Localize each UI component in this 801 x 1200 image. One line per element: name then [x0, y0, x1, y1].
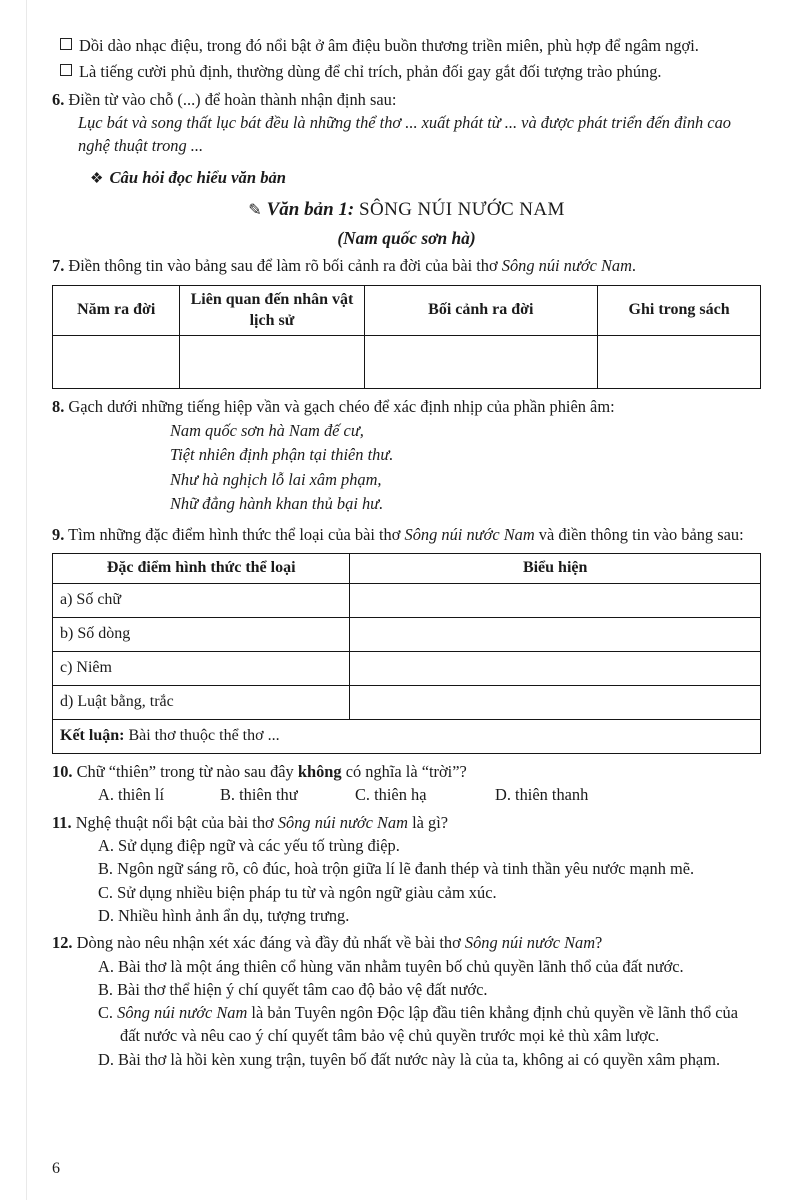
question-8 [52, 395, 761, 418]
document-name: SÔNG NÚI NƯỚC NAM [359, 198, 565, 220]
option-c[interactable]: C. thiên hạ [355, 785, 427, 805]
question-9-number: 9. [52, 525, 65, 545]
page-number: 6 [52, 1160, 60, 1177]
checkbox-option-2 [52, 60, 761, 83]
table-boi-canh-ra-doi [52, 285, 761, 390]
question-11-option-a[interactable]: A. Sử dụng điệp ngữ và các yếu tố trùng điệp. [98, 836, 400, 856]
table-header-cell: Đặc điểm hình thức thể loại [53, 554, 350, 584]
checkbox-icon[interactable] [60, 38, 72, 50]
page-margin-rule [26, 0, 27, 1200]
table-cell-answer[interactable] [598, 336, 761, 389]
section-heading-label: Câu hỏi đọc hiểu văn bản [109, 168, 287, 188]
question-6-text: Điền từ vào chỗ (...) để hoàn thành nhận định sau: [68, 89, 397, 109]
table-header-row [53, 285, 761, 336]
question-7-text-end: . [631, 256, 637, 276]
table-header-cell: Năm ra đời [53, 285, 180, 336]
verse-line: Tiệt nhiên định phận tại thiên thư. [170, 445, 394, 465]
table-header-cell: Ghi trong sách [598, 285, 761, 336]
question-11-title-ref: Sông núi nước Nam [277, 812, 408, 832]
table-header-cell: Bối cảnh ra đời [364, 285, 598, 336]
question-11-text: Nghệ thuật nổi bật của bài thơ [75, 812, 278, 832]
question-7-number: 7. [52, 256, 65, 276]
question-12-option-c[interactable] [52, 1001, 761, 1048]
table-row [53, 686, 761, 720]
page-content [52, 34, 761, 1071]
question-6 [52, 88, 761, 111]
question-9-text-end: và điền thông tin vào bảng sau: [534, 525, 744, 545]
question-7 [52, 254, 761, 277]
table-row [53, 618, 761, 652]
document-label: Văn bản 1: [266, 198, 355, 220]
question-9-text: Tìm những đặc điểm hình thức thể loại của bài thơ [68, 525, 405, 545]
question-10 [52, 760, 761, 783]
option-d[interactable]: D. thiên thanh [495, 785, 589, 805]
table-cell-label: b) Số dòng [53, 618, 350, 652]
section-heading [52, 166, 761, 190]
question-11-number: 11. [52, 812, 72, 832]
table-cell-label: c) Niêm [53, 652, 350, 686]
question-6-quote: Lục bát và song thất lục bát đều là những thể thơ ... xuất phát từ ... và được phát triển đến đỉnh cao nghệ thuật trong ... [78, 112, 731, 156]
table-cell-answer[interactable] [180, 336, 364, 389]
table-cell-answer[interactable] [350, 652, 761, 686]
table-dac-diem-hinh-thuc [52, 553, 761, 754]
question-10-emphasis: không [297, 762, 342, 782]
question-12-option-b[interactable]: B. Bài thơ thể hiện ý chí quyết tâm cao độ bảo vệ đất nước. [98, 979, 488, 999]
question-10-text-a: Chữ “thiên” trong từ nào sau đây [76, 762, 298, 782]
question-10-text-b: có nghĩa là “trời”? [341, 762, 467, 782]
option-c-prefix: C. [98, 1003, 118, 1023]
question-12-option-a[interactable]: A. Bài thơ là một áng thiên cổ hùng văn nhằm tuyên bố chủ quyền lãnh thổ của đất nước. [98, 956, 684, 976]
question-12-number: 12. [52, 933, 73, 953]
question-9-title-ref: Sông núi nước Nam [404, 525, 535, 545]
question-8-number: 8. [52, 397, 65, 417]
option-b[interactable]: B. thiên thư [220, 785, 298, 805]
pen-icon: ✎ [248, 201, 262, 219]
table-header-cell: Biểu hiện [350, 554, 761, 584]
checkbox-option-1 [52, 34, 761, 57]
table-cell-answer[interactable] [350, 686, 761, 720]
question-10-number: 10. [52, 762, 73, 782]
table-footer-row [53, 720, 761, 754]
table-header-cell: Liên quan đến nhân vật lịch sử [180, 285, 364, 336]
table-cell-answer[interactable] [350, 618, 761, 652]
question-12-option-d[interactable]: D. Bài thơ là hồi kèn xung trận, tuyên bố đất nước này là của ta, không ai có quyền xâm phạm. [98, 1049, 721, 1069]
question-11-option-d[interactable]: D. Nhiều hình ảnh ẩn dụ, tượng trưng. [98, 905, 350, 925]
question-12 [52, 931, 761, 954]
verse-block [52, 419, 761, 517]
question-12-title-ref: Sông núi nước Nam [464, 933, 596, 953]
question-11 [52, 811, 761, 834]
table-footer-label: Kết luận: [60, 727, 125, 745]
option-a[interactable]: A. thiên lí [98, 785, 165, 805]
question-6-number: 6. [52, 89, 65, 109]
question-9 [52, 523, 761, 546]
question-11-text-end: là gì? [407, 812, 449, 832]
question-11-option-b[interactable]: B. Ngôn ngữ sáng rõ, cô đúc, hoà trộn giữa lí lẽ đanh thép và tinh thần yêu nước mạnh mẽ. [98, 859, 695, 879]
document-subtitle: (Nam quốc sơn hà) [337, 227, 476, 248]
table-row [53, 652, 761, 686]
verse-line: Nam quốc sơn hà Nam đế cư, [170, 420, 364, 440]
table-cell-label: d) Luật bằng, trắc [53, 686, 350, 720]
option-c-rest: là bản Tuyên ngôn Độc lập đầu tiên khẳng định chủ quyền về lãnh thổ của đất nước và nêu cao ý chí quyết tâm bảo vệ chủ quyền trước mọi kẻ thù xâm lược. [120, 1003, 739, 1046]
checkbox-icon[interactable] [60, 64, 72, 76]
table-cell-answer[interactable] [53, 336, 180, 389]
table-cell-label: a) Số chữ [53, 584, 350, 618]
table-row [53, 584, 761, 618]
flower-bullet-icon: ❖ [90, 171, 104, 188]
table-header-row [53, 554, 761, 584]
table-footer-text: Bài thơ thuộc thể thơ ... [124, 727, 280, 745]
question-10-options [52, 783, 761, 806]
verse-line: Nhữ đẳng hành khan thủ bại hư. [170, 494, 384, 514]
question-12-text-end: ? [595, 933, 603, 953]
table-footer-cell[interactable] [53, 720, 761, 754]
question-7-text: Điền thông tin vào bảng sau để làm rõ bối cảnh ra đời của bài thơ [68, 256, 502, 276]
verse-line: Như hà nghịch lỗ lai xâm phạm, [170, 469, 382, 489]
question-12-text: Dòng nào nêu nhận xét xác đáng và đầy đủ nhất về bài thơ [76, 933, 465, 953]
question-8-text: Gạch dưới những tiếng hiệp vần và gạch chéo để xác định nhịp của phần phiên âm: [68, 397, 615, 417]
table-row [53, 336, 761, 389]
checkbox-option-1-label: Dồi dào nhạc điệu, trong đó nổi bật ở âm điệu buồn thương triền miên, phù hợp để ngâm ngợi. [79, 36, 699, 55]
checkbox-option-2-label: Là tiếng cười phủ định, thường dùng để chỉ trích, phản đối gay gắt đối tượng trào phúng. [79, 62, 662, 82]
document-title [52, 197, 761, 224]
question-11-option-c[interactable]: C. Sử dụng nhiều biện pháp tu từ và ngôn ngữ giàu cảm xúc. [98, 882, 497, 902]
table-cell-answer[interactable] [364, 336, 598, 389]
table-cell-answer[interactable] [350, 584, 761, 618]
question-7-title-ref: Sông núi nước Nam [501, 256, 632, 276]
option-c-title-ref: Sông núi nước Nam [117, 1003, 248, 1023]
